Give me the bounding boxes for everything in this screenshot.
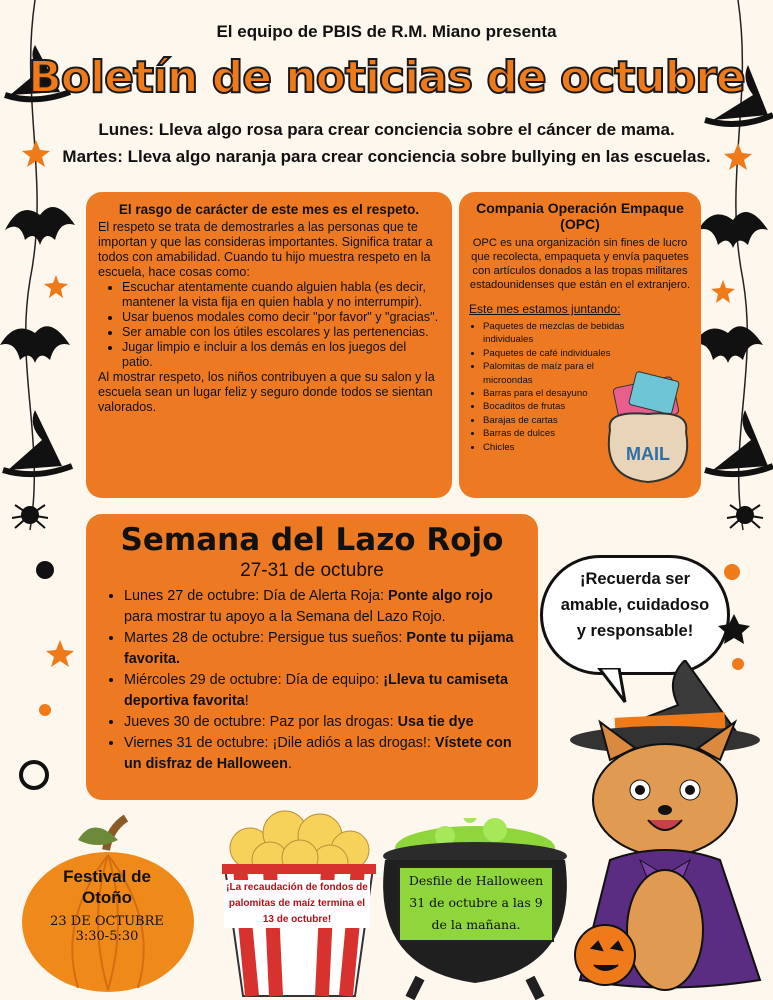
- star-icon: [44, 275, 68, 298]
- mail-label: MAIL: [626, 444, 670, 464]
- trait-item: • Usar buenos modales como decir "por favor" y "gracias".: [122, 310, 440, 325]
- bat-icon: [693, 326, 763, 363]
- day-text: Viernes 31 de octubre: ¡Dile adiós a las drogas!:: [124, 735, 435, 751]
- witch-hat-icon: [3, 410, 72, 474]
- day-text: Miércoles 29 de octubre: Día de equipo:: [124, 672, 384, 688]
- speech-bubble: [540, 555, 730, 675]
- opc-collecting-heading: Este mes estamos juntando:: [469, 302, 621, 316]
- mail-bag-icon: [602, 370, 694, 488]
- opc-item: • Barajas de cartas: [483, 414, 691, 427]
- festival-date: 23 DE OCTUBRE: [50, 914, 164, 929]
- pumpkin-basket-icon: [575, 925, 635, 985]
- day-action: Ponte algo rojo: [388, 588, 493, 604]
- witch-hat-icon: [705, 410, 773, 474]
- speech-line: amable, cuidadoso: [560, 596, 710, 614]
- day-tail: !: [244, 693, 249, 709]
- day-action: Usa tie dye: [397, 714, 474, 730]
- day-tail: para mostrar tu apoyo a la Semana del Lazo Rojo.: [124, 609, 446, 625]
- day-text: Lunes 27 de octubre: Día de Alerta Roja:: [124, 588, 388, 604]
- bubble-stars: [712, 560, 772, 670]
- character-trait-box: [86, 192, 452, 498]
- day-text: Martes 28 de octubre: Persigue tus sueños:: [124, 630, 407, 646]
- star-icon: [718, 614, 750, 644]
- halloween-parade-text: Desfile de Halloween 31 de octubre a las 9 de la mañana.: [398, 866, 554, 942]
- day-item: [124, 670, 524, 712]
- day-item: [124, 628, 524, 670]
- day-item: [124, 733, 524, 775]
- decorative-dots: [0, 540, 90, 810]
- trait-item: • Jugar limpio e incluir a los demás en los juegos del patio.: [122, 340, 440, 370]
- red-ribbon-title: Semana del Lazo Rojo: [120, 522, 504, 558]
- opc-item: • Chicles: [483, 441, 691, 454]
- trait-item: • Ser amable con los útiles escolares y las pertenencias.: [122, 325, 440, 340]
- trait-item: • Escuchar atentamente cuando alguien habla (es decir, mantener la vista fija en quien habla y no interrumpir).: [122, 280, 440, 310]
- day-item: [124, 712, 524, 733]
- spider-icon: [727, 505, 763, 528]
- day-text: Jueves 30 de octubre: Paz por las drogas:: [124, 714, 398, 730]
- opc-description: OPC es una organización sin fines de lucro que recolecta, empaqueta y envía paquetes con artículos donados a las tropas militares estadounidenses que están en el extranjero.: [469, 237, 691, 291]
- trait-intro: El respeto se trata de demostrarles a las personas que te importan y que las consideras importantes. Significa tratar a todos con amabilidad. Cuando tu hijo muestra respeto en la escuela, hace cosas como:: [98, 220, 433, 279]
- festival-text: [42, 866, 172, 944]
- day-action: Vístete con un disfraz de Halloween: [124, 735, 512, 772]
- red-ribbon-week-box: [86, 514, 538, 800]
- bat-icon: [0, 326, 70, 363]
- opc-item: • Bocaditos de frutas: [483, 400, 691, 413]
- spider-icon: [12, 505, 48, 528]
- speech-line: ¡Recuerda ser: [579, 570, 691, 588]
- opc-heading: Compania Operación Empaque (OPC): [476, 200, 684, 232]
- monday-reminder: Lunes: Lleva algo rosa para crear conciencia sobre el cáncer de mama.: [98, 120, 675, 139]
- witch-bobcat-mascot: [560, 660, 773, 1000]
- day-item: [124, 586, 524, 628]
- red-ribbon-dates: 27-31 de octubre: [240, 560, 384, 581]
- opc-item: • Paquetes de café individuales: [483, 347, 691, 360]
- opc-box: [459, 192, 701, 498]
- tuesday-reminder: Martes: Lleva algo naranja para crear conciencia sobre bullying en las escuelas.: [62, 147, 711, 166]
- star-icon: [711, 280, 735, 303]
- day-action: Ponte tu pijama favorita.: [124, 630, 514, 667]
- opc-item: • Barras de dulces: [483, 427, 691, 440]
- day-tail: .: [287, 756, 292, 772]
- newsletter-title: Boletín de noticias de octubre: [28, 52, 745, 103]
- day-action: ¡Lleva tu camiseta deportiva favorita: [124, 672, 508, 709]
- bat-icon: [5, 207, 75, 245]
- trait-heading: El rasgo de carácter de este mes es el respeto.: [118, 202, 420, 217]
- trait-closing: Al mostrar respeto, los niños contribuyen a que su salon y la escuela sean un lugar feliz y seguro donde todos se sientan valorados.: [98, 370, 435, 414]
- popcorn-fundraiser-text: ¡La recaudación de fondos de palomitas de maíz termina el 13 de octubre!: [224, 880, 370, 928]
- presenter-line: El equipo de PBIS de R.M. Miano presenta: [216, 22, 557, 41]
- star-icon: [46, 640, 74, 667]
- red-ribbon-days-list: [124, 586, 524, 775]
- festival-time: 3:30-5:30: [75, 929, 139, 944]
- bat-icon: [698, 212, 768, 248]
- opc-item: • Paquetes de mezclas de bebidas individuales: [483, 320, 633, 347]
- festival-title: Festival de Otoño: [63, 867, 151, 907]
- trait-list: [122, 280, 440, 370]
- opc-item: • Palomitas de maíz para el microondas: [483, 360, 618, 387]
- opc-item: • Barras para el desayuno: [483, 387, 691, 400]
- speech-line: y responsable!: [576, 622, 694, 640]
